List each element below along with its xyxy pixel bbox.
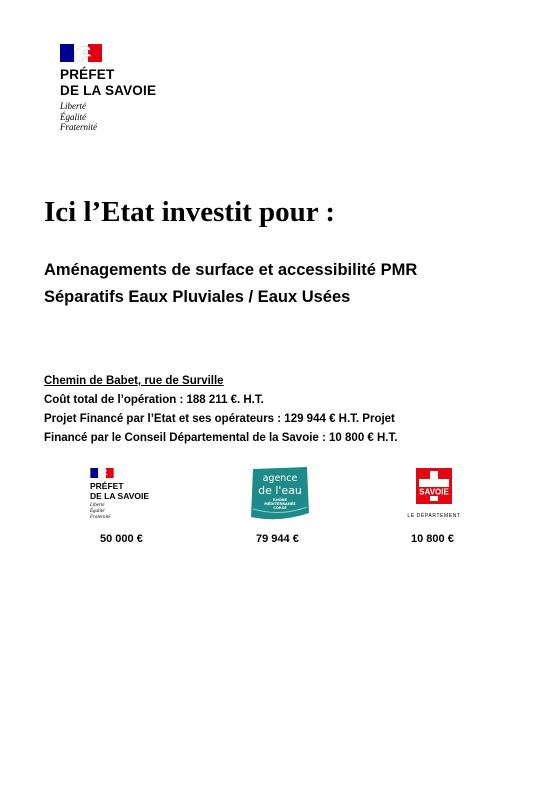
savoie-cross-icon <box>404 468 464 510</box>
prefecture-small-name <box>90 481 149 501</box>
prefecture-small-line-1: PRÉFET <box>90 481 124 491</box>
agence-word-1: agence <box>262 473 298 484</box>
motto-line-1: Liberté <box>60 101 86 111</box>
subtitle-1: Aménagements de surface et accessibilité PMR <box>44 261 418 279</box>
agence-sub-2: MÉDITERRANÉE <box>264 502 296 506</box>
departement-logo <box>404 468 464 523</box>
page-title: Ici l’Etat investit pour : <box>44 196 336 228</box>
prefecture-line-1: PRÉFET <box>60 67 115 82</box>
funder-prefecture <box>90 468 170 528</box>
project-location: Chemin de Babet, rue de Surville <box>44 375 224 387</box>
state-funding: Projet Financé par l’Etat et ses opérateurs : 129 944 € H.T. Projet <box>44 413 395 425</box>
agence-sub-3: CORSE <box>273 506 287 510</box>
subtitle-2: Séparatifs Eaux Pluviales / Eaux Usées <box>44 288 351 306</box>
motto-line-3: Fraternité <box>60 122 97 132</box>
amount-prefecture: 50 000 € <box>100 533 143 545</box>
republic-motto <box>60 101 97 133</box>
small-motto-line-1: Liberté <box>90 503 105 508</box>
departement-caption: LE DÉPARTEMENT <box>407 513 461 519</box>
prefecture-small-motto <box>90 503 111 521</box>
amount-agence-eau: 79 944 € <box>256 533 299 545</box>
amount-departement: 10 800 € <box>411 533 454 545</box>
savoie-word: SAVOIE <box>419 487 449 497</box>
total-cost: Coût total de l’opération : 188 211 €. H.T. <box>44 394 264 406</box>
subtitles <box>44 257 417 311</box>
prefecture-name <box>60 67 156 99</box>
small-motto-line-3: Fraternité <box>90 515 111 520</box>
marianne-flag-icon <box>60 44 102 62</box>
marianne-flag-small-icon <box>90 468 114 478</box>
prefecture-line-2: DE LA SAVOIE <box>60 83 157 98</box>
project-info <box>44 372 397 448</box>
motto-line-2: Égalité <box>60 111 86 122</box>
small-motto-line-2: Égalité <box>90 509 105 514</box>
department-funding: Financé par le Conseil Départemental de la Savoie : 10 800 € H.T. <box>44 432 398 444</box>
prefecture-small-logo <box>90 468 170 528</box>
prefecture-small-line-2: DE LA SAVOIE <box>90 491 150 501</box>
agence-sub-1: RHÔNE <box>272 498 288 502</box>
agence-word-2: de l'eau <box>258 484 302 497</box>
agence-eau-logo <box>249 465 311 525</box>
funder-departement <box>404 468 464 523</box>
